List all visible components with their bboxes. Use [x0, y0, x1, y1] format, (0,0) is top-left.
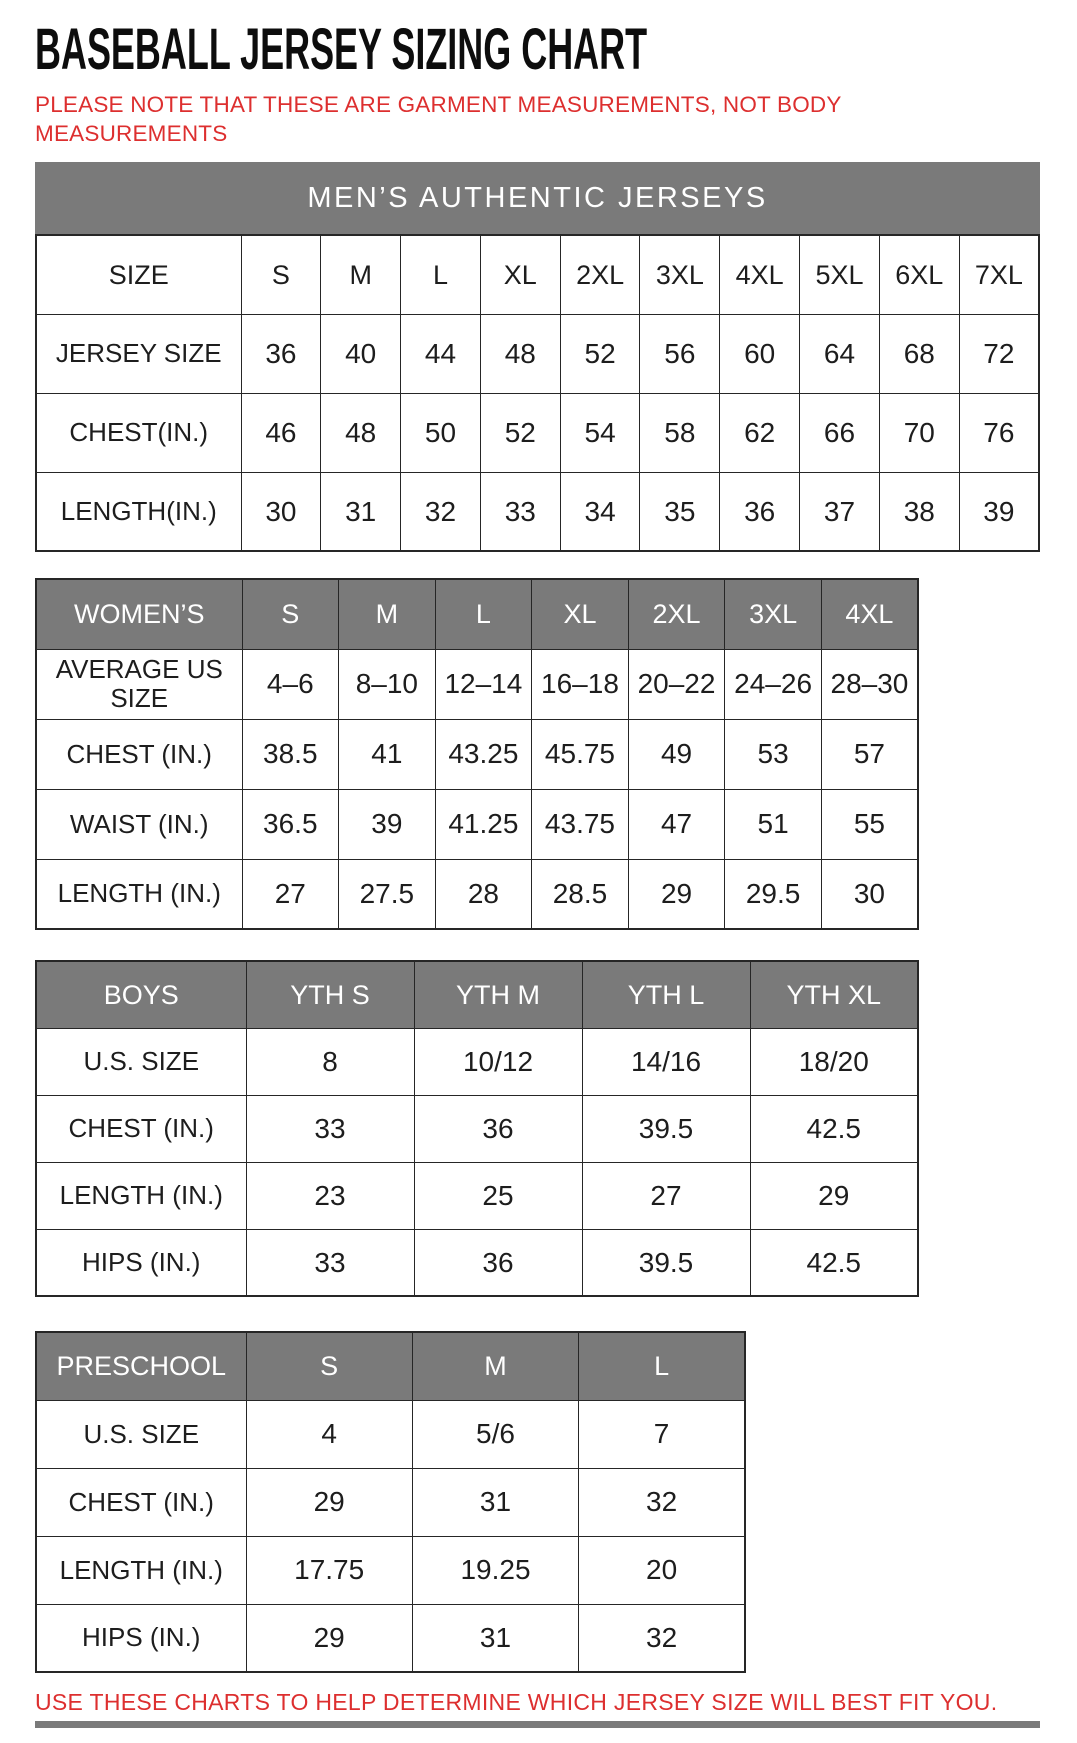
value-cell: 27.5	[339, 859, 436, 929]
table-row	[36, 859, 918, 929]
value-cell: 10/12	[414, 1028, 582, 1095]
mens-table-banner: MEN’S AUTHENTIC JERSEYS	[35, 162, 1040, 234]
column-header-cell: M	[339, 579, 436, 649]
column-header-cell: YTH L	[582, 961, 750, 1028]
column-header-cell: L	[401, 235, 481, 314]
column-header-cell: YTH XL	[750, 961, 918, 1028]
preschool-table-section	[35, 1331, 1077, 1673]
table-row	[36, 649, 918, 719]
boys-table-section	[35, 960, 1077, 1297]
value-cell: 29	[750, 1162, 918, 1229]
value-cell: 43.75	[532, 789, 629, 859]
value-cell: 29	[628, 859, 725, 929]
value-cell: 52	[560, 314, 640, 393]
column-header-cell: S	[246, 1332, 412, 1400]
table-row	[36, 719, 918, 789]
value-cell: 5/6	[412, 1400, 578, 1468]
value-cell: 4	[246, 1400, 412, 1468]
value-cell: 62	[720, 393, 800, 472]
value-cell: 16–18	[532, 649, 629, 719]
column-header-cell: L	[579, 1332, 745, 1400]
column-header-cell: YTH S	[246, 961, 414, 1028]
value-cell: 43.25	[435, 719, 532, 789]
preschool-sizing-table	[35, 1331, 746, 1673]
table-row	[36, 1604, 745, 1672]
value-cell: 19.25	[412, 1536, 578, 1604]
value-cell: 34	[560, 472, 640, 551]
table-row	[36, 1028, 918, 1095]
value-cell: 31	[412, 1604, 578, 1672]
row-label-cell: CHEST(IN.)	[36, 393, 241, 472]
column-header-cell: XL	[480, 235, 560, 314]
row-label-cell: U.S. SIZE	[36, 1400, 246, 1468]
value-cell: 31	[321, 472, 401, 551]
value-cell: 20–22	[628, 649, 725, 719]
column-header-cell: 6XL	[879, 235, 959, 314]
value-cell: 68	[879, 314, 959, 393]
value-cell: 57	[821, 719, 918, 789]
value-cell: 25	[414, 1162, 582, 1229]
row-label-cell: LENGTH (IN.)	[36, 859, 242, 929]
value-cell: 24–26	[725, 649, 822, 719]
value-cell: 48	[321, 393, 401, 472]
value-cell: 42.5	[750, 1095, 918, 1162]
column-header-cell: 3XL	[725, 579, 822, 649]
header-label-cell: BOYS	[36, 961, 246, 1028]
column-header-cell: S	[242, 579, 339, 649]
value-cell: 46	[241, 393, 321, 472]
column-header-cell: L	[435, 579, 532, 649]
row-label-cell: CHEST (IN.)	[36, 719, 242, 789]
value-cell: 32	[579, 1468, 745, 1536]
value-cell: 48	[480, 314, 560, 393]
value-cell: 33	[246, 1095, 414, 1162]
column-header-cell: 2XL	[628, 579, 725, 649]
value-cell: 55	[821, 789, 918, 859]
value-cell: 42.5	[750, 1229, 918, 1296]
value-cell: 45.75	[532, 719, 629, 789]
value-cell: 36	[720, 472, 800, 551]
table-row	[36, 1095, 918, 1162]
table-row	[36, 1468, 745, 1536]
row-label-cell: JERSEY SIZE	[36, 314, 241, 393]
column-header-cell: YTH M	[414, 961, 582, 1028]
column-header-cell: 3XL	[640, 235, 720, 314]
value-cell: 12–14	[435, 649, 532, 719]
value-cell: 60	[720, 314, 800, 393]
value-cell: 36	[241, 314, 321, 393]
value-cell: 27	[242, 859, 339, 929]
header-label-cell: SIZE	[36, 235, 241, 314]
value-cell: 32	[579, 1604, 745, 1672]
value-cell: 36.5	[242, 789, 339, 859]
value-cell: 53	[725, 719, 822, 789]
value-cell: 49	[628, 719, 725, 789]
table-row	[36, 472, 1039, 551]
value-cell: 64	[800, 314, 880, 393]
value-cell: 72	[959, 314, 1039, 393]
column-header-cell: 2XL	[560, 235, 640, 314]
table-row	[36, 789, 918, 859]
row-label-cell: LENGTH(IN.)	[36, 472, 241, 551]
value-cell: 36	[414, 1229, 582, 1296]
value-cell: 39.5	[582, 1229, 750, 1296]
garment-measurement-note: PLEASE NOTE THAT THESE ARE GARMENT MEASUREMENTS, NOT BODY MEASUREMENTS	[35, 91, 842, 146]
womens-table-section	[35, 578, 1077, 930]
mens-sizing-table	[35, 234, 1040, 552]
header-label-cell: PRESCHOOL	[36, 1332, 246, 1400]
value-cell: 7	[579, 1400, 745, 1468]
cutoff-next-table-banner	[35, 1721, 1040, 1728]
value-cell: 70	[879, 393, 959, 472]
value-cell: 39.5	[582, 1095, 750, 1162]
fit-advice-footer: USE THESE CHARTS TO HELP DETERMINE WHICH JERSEY SIZE WILL BEST FIT YOU.	[35, 1689, 998, 1716]
row-label-cell: CHEST (IN.)	[36, 1095, 246, 1162]
row-label-cell: AVERAGE US SIZE	[36, 649, 242, 719]
value-cell: 40	[321, 314, 401, 393]
value-cell: 8	[246, 1028, 414, 1095]
value-cell: 37	[800, 472, 880, 551]
value-cell: 29	[246, 1468, 412, 1536]
table-row	[36, 1400, 745, 1468]
row-label-cell: HIPS (IN.)	[36, 1229, 246, 1296]
row-label-cell: LENGTH (IN.)	[36, 1536, 246, 1604]
value-cell: 29.5	[725, 859, 822, 929]
column-header-cell: 7XL	[959, 235, 1039, 314]
table-row	[36, 1162, 918, 1229]
value-cell: 28	[435, 859, 532, 929]
header-label-cell: WOMEN’S	[36, 579, 242, 649]
table-row	[36, 393, 1039, 472]
table-row	[36, 1229, 918, 1296]
column-header-cell: 5XL	[800, 235, 880, 314]
value-cell: 29	[246, 1604, 412, 1672]
value-cell: 30	[821, 859, 918, 929]
value-cell: 52	[480, 393, 560, 472]
value-cell: 44	[401, 314, 481, 393]
value-cell: 8–10	[339, 649, 436, 719]
value-cell: 36	[414, 1095, 582, 1162]
value-cell: 17.75	[246, 1536, 412, 1604]
value-cell: 18/20	[750, 1028, 918, 1095]
row-label-cell: CHEST (IN.)	[36, 1468, 246, 1536]
value-cell: 50	[401, 393, 481, 472]
value-cell: 30	[241, 472, 321, 551]
value-cell: 28–30	[821, 649, 918, 719]
value-cell: 31	[412, 1468, 578, 1536]
value-cell: 32	[401, 472, 481, 551]
column-header-cell: M	[412, 1332, 578, 1400]
value-cell: 35	[640, 472, 720, 551]
page-title-text: BASEBALL JERSEY SIZING CHART	[35, 17, 648, 82]
boys-sizing-table	[35, 960, 919, 1297]
value-cell: 4–6	[242, 649, 339, 719]
row-label-cell: HIPS (IN.)	[36, 1604, 246, 1672]
value-cell: 39	[959, 472, 1039, 551]
mens-table-section	[35, 162, 1077, 552]
value-cell: 27	[582, 1162, 750, 1229]
value-cell: 58	[640, 393, 720, 472]
column-header-cell: S	[241, 235, 321, 314]
column-header-cell: 4XL	[720, 235, 800, 314]
value-cell: 54	[560, 393, 640, 472]
value-cell: 56	[640, 314, 720, 393]
column-header-cell: XL	[532, 579, 629, 649]
value-cell: 33	[480, 472, 560, 551]
value-cell: 66	[800, 393, 880, 472]
value-cell: 47	[628, 789, 725, 859]
table-row	[36, 314, 1039, 393]
womens-sizing-table	[35, 578, 919, 930]
value-cell: 41.25	[435, 789, 532, 859]
value-cell: 23	[246, 1162, 414, 1229]
value-cell: 14/16	[582, 1028, 750, 1095]
value-cell: 39	[339, 789, 436, 859]
value-cell: 33	[246, 1229, 414, 1296]
table-row	[36, 1536, 745, 1604]
value-cell: 38	[879, 472, 959, 551]
value-cell: 38.5	[242, 719, 339, 789]
row-label-cell: LENGTH (IN.)	[36, 1162, 246, 1229]
page-title	[35, 17, 681, 82]
value-cell: 20	[579, 1536, 745, 1604]
row-label-cell: WAIST (IN.)	[36, 789, 242, 859]
row-label-cell: U.S. SIZE	[36, 1028, 246, 1095]
value-cell: 76	[959, 393, 1039, 472]
value-cell: 28.5	[532, 859, 629, 929]
value-cell: 51	[725, 789, 822, 859]
column-header-cell: M	[321, 235, 401, 314]
value-cell: 41	[339, 719, 436, 789]
column-header-cell: 4XL	[821, 579, 918, 649]
